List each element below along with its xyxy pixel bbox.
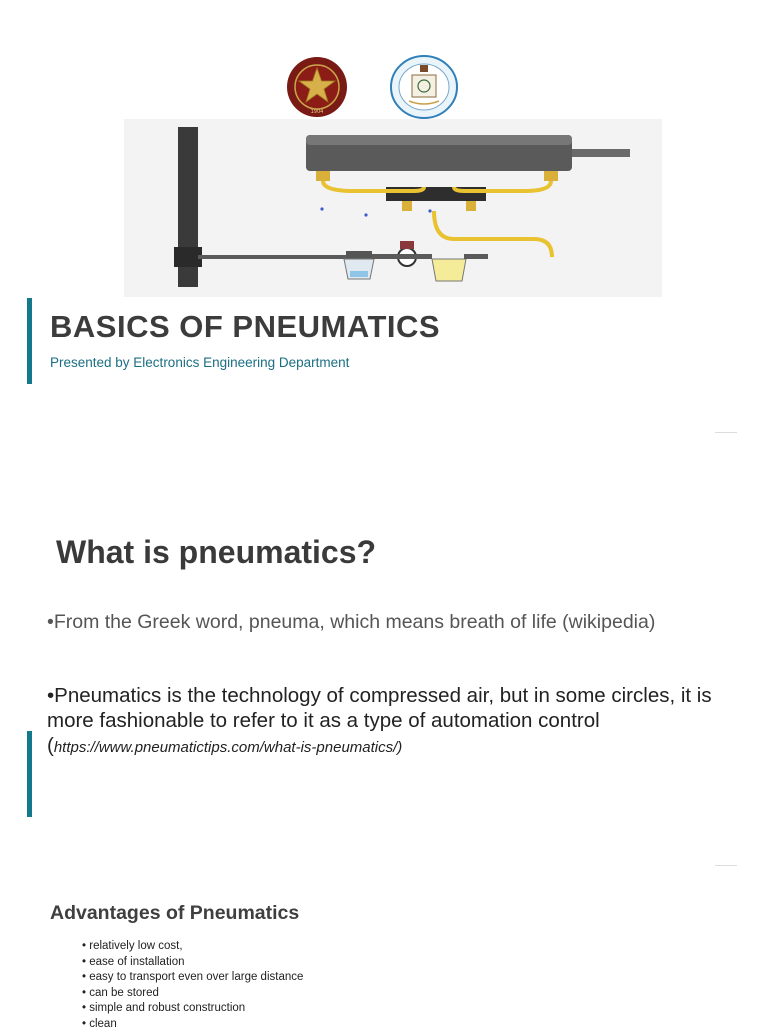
seal-year: 1904 xyxy=(311,109,324,115)
slide1-subtitle: Presented by Electronics Engineering Department xyxy=(50,355,349,370)
content-accent-bar xyxy=(27,731,32,817)
pneumatic-system-diagram xyxy=(124,119,662,297)
university-seal-logo xyxy=(278,56,356,118)
slide2-title: What is pneumatics? xyxy=(56,534,376,571)
list-item: • relatively low cost, xyxy=(82,939,303,955)
list-item: • clean xyxy=(82,1017,303,1032)
technology-paragraph xyxy=(47,683,737,760)
list-item: • easy to transport even over large distance xyxy=(82,970,303,986)
definition-paragraph: •From the Greek word, pneuma, which means breath of life (wikipedia) xyxy=(47,610,737,635)
title-accent-bar xyxy=(27,298,32,384)
slide1-title: BASICS OF PNEUMATICS xyxy=(50,309,440,345)
slide3-title: Advantages of Pneumatics xyxy=(50,902,299,925)
department-seal-logo xyxy=(389,55,459,119)
technology-text: •Pneumatics is the technology of compressed air, but in some circles, it is more fashionable to refer to it as a type of automation control ( xyxy=(47,684,712,757)
source-link[interactable]: https://www.pneumatictips.com/what-is-pneumatics/) xyxy=(54,739,402,756)
slide-divider xyxy=(715,865,737,866)
slide-divider xyxy=(715,432,737,433)
list-item: • ease of installation xyxy=(82,955,303,971)
list-item: • can be stored xyxy=(82,986,303,1002)
list-item: • simple and robust construction xyxy=(82,1001,303,1017)
advantages-list xyxy=(82,939,303,1032)
